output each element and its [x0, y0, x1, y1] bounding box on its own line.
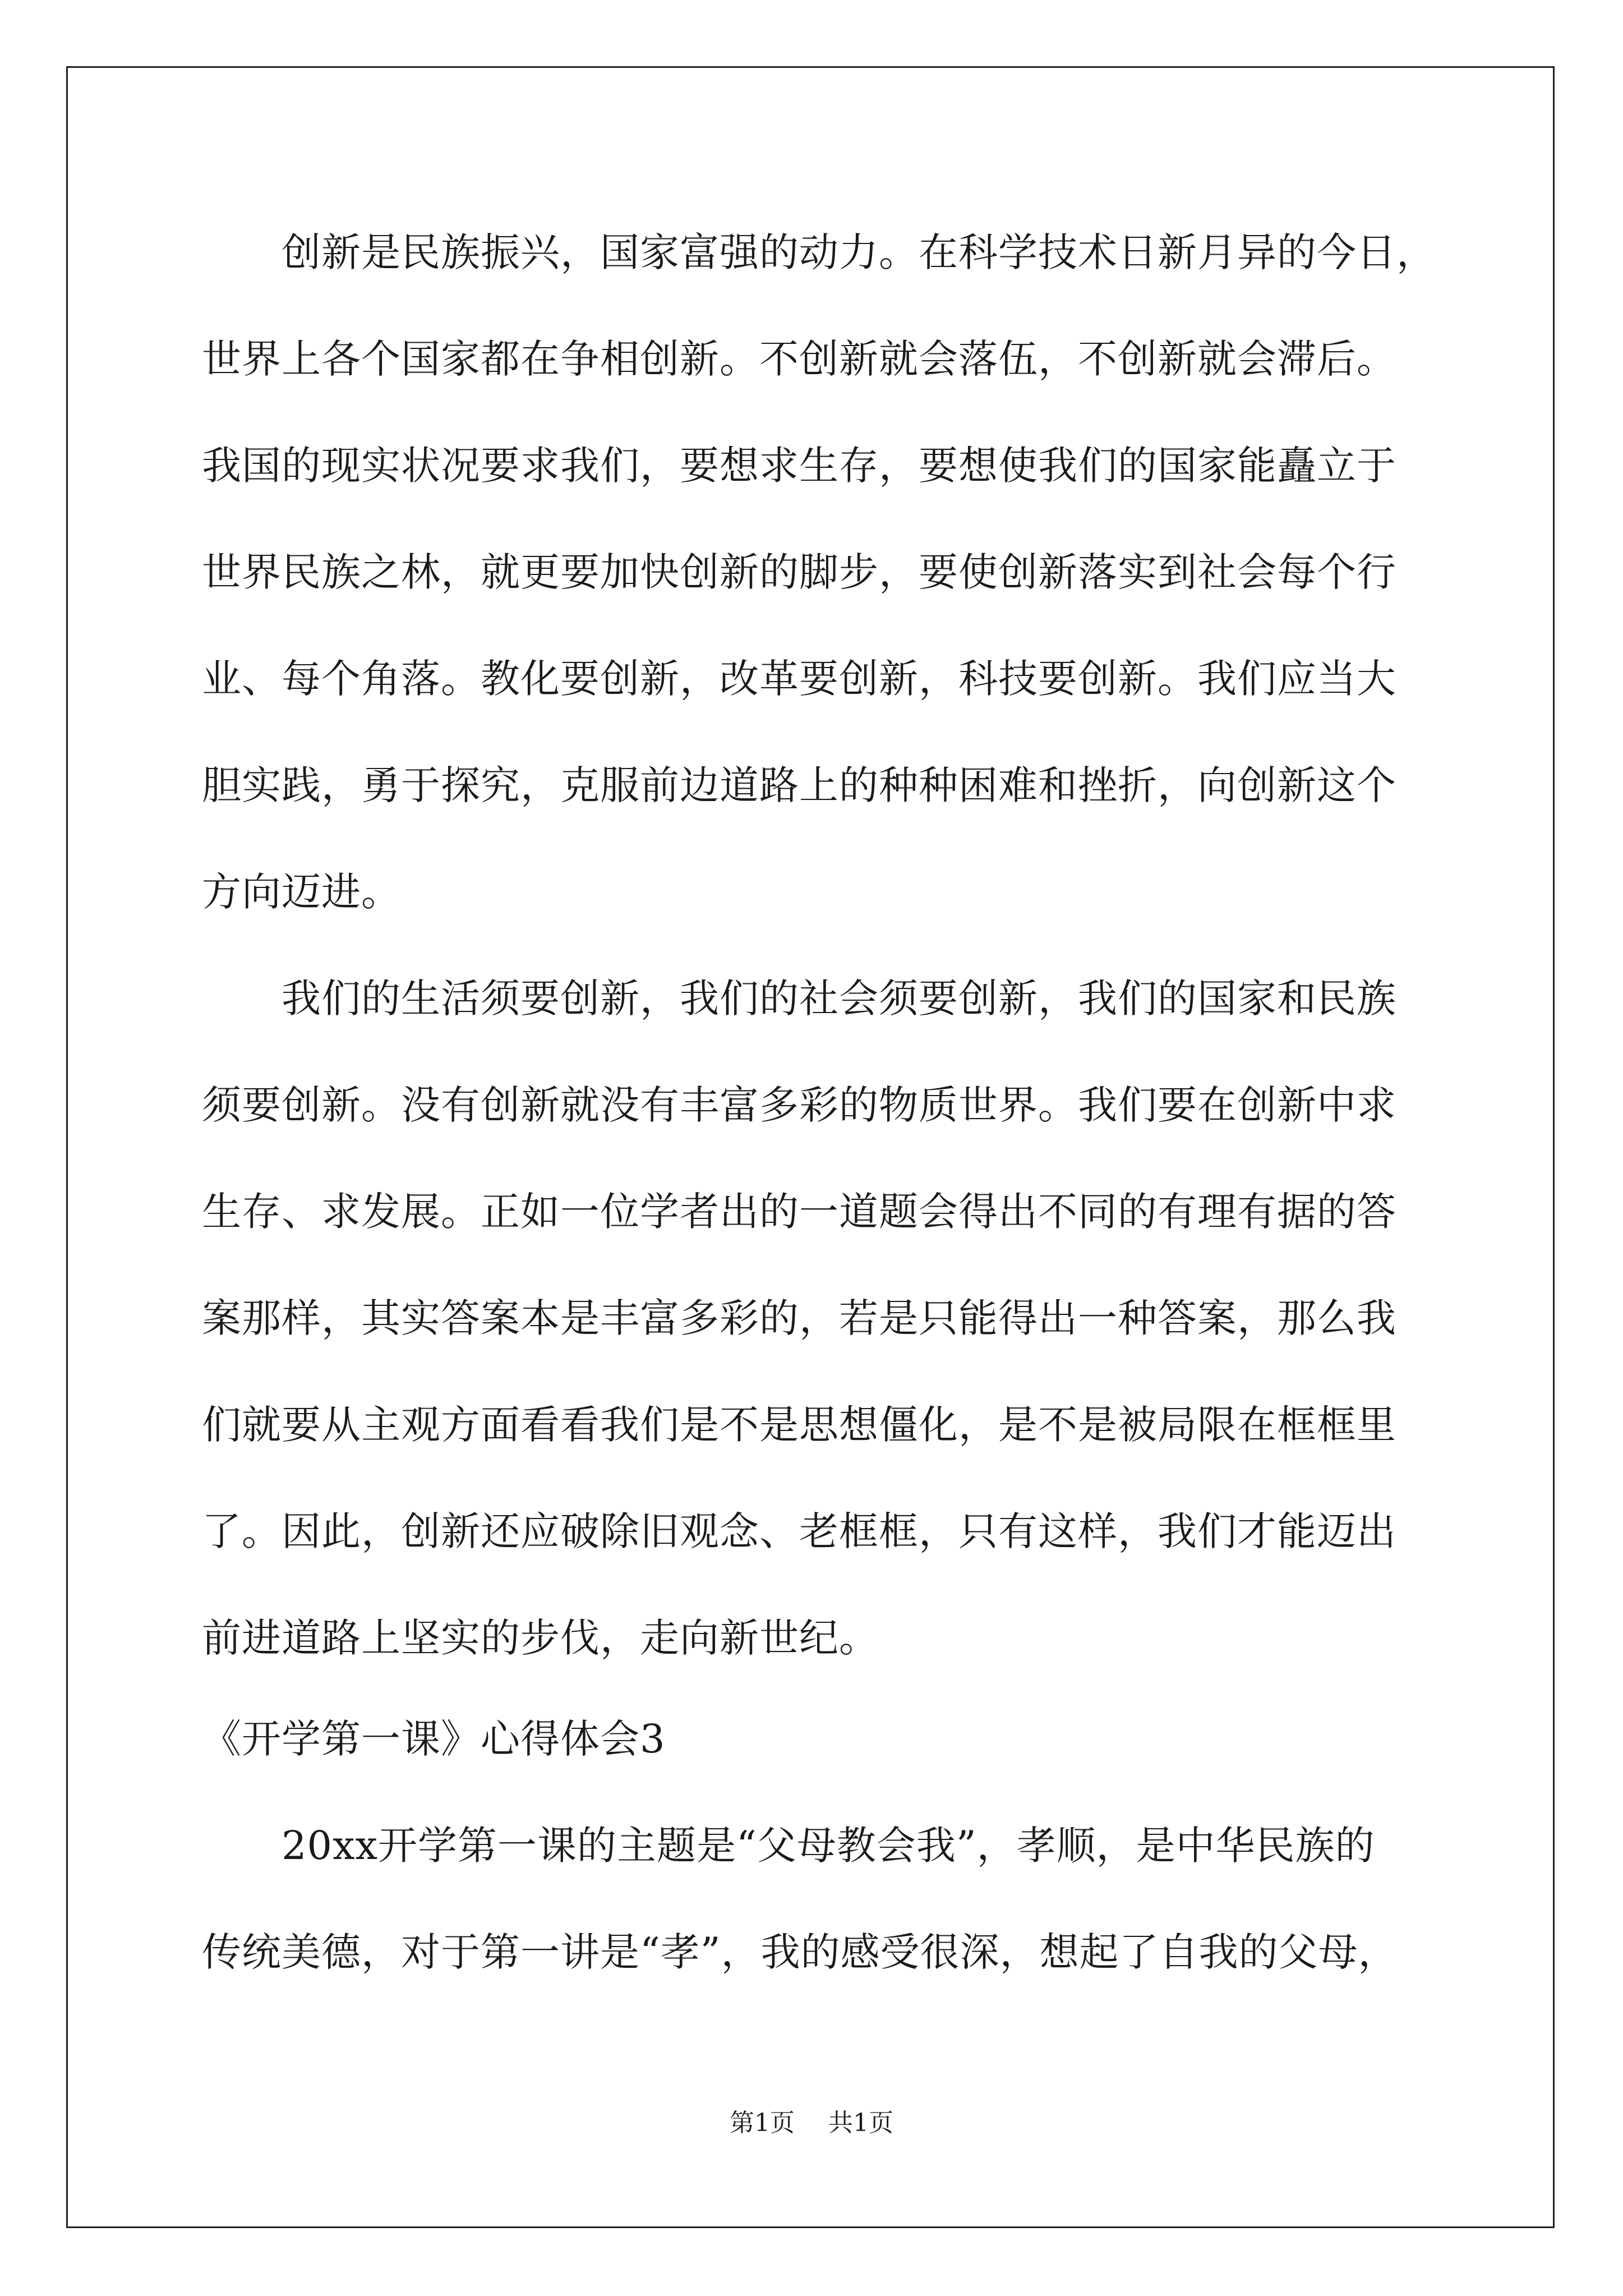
text-line: 世界民族之林，就更要加快创新的脚步，要使创新落实到社会每个行 — [202, 549, 1396, 595]
page-footer — [0, 2102, 1623, 2138]
page-border — [66, 66, 1555, 2228]
page-number: 第1页 — [730, 2109, 795, 2137]
text-line: 世界上各个国家都在争相创新。不创新就会落伍，不创新就会滞后。 — [202, 336, 1396, 382]
text-line: 了。因此，创新还应破除旧观念、老框框，只有这样，我们才能迈出 — [202, 1508, 1396, 1554]
text-line: 案那样，其实答案本是丰富多彩的，若是只能得出一种答案，那么我 — [202, 1295, 1396, 1341]
text-line: 前进道路上坚实的步伐，走向新世纪。 — [202, 1615, 879, 1661]
text-line: 我们的生活须要创新，我们的社会须要创新，我们的国家和民族 — [202, 976, 1396, 1022]
text-line: 们就要从主观方面看看我们是不是思想僵化，是不是被局限在框框里 — [202, 1402, 1396, 1448]
text-line: 我国的现实状况要求我们，要想求生存，要想使我们的国家能矗立于 — [202, 443, 1396, 489]
text-line: 方向迈进。 — [202, 869, 401, 915]
text-line: 传统美德，对于第一讲是“孝”，我的感受很深，想起了自我的父母， — [202, 1929, 1398, 1975]
text-line: 20xx开学第一课的主题是“父母教会我”，孝顺，是中华民族的 — [202, 1823, 1375, 1869]
text-line: 须要创新。没有创新就没有丰富多彩的物质世界。我们要在创新中求 — [202, 1082, 1396, 1128]
page-total: 共1页 — [828, 2109, 893, 2137]
text-line: 创新是民族振兴，国家富强的动力。在科学技术日新月异的今日， — [202, 229, 1436, 275]
text-line: 胆实践，勇于探究，克服前边道路上的种种困难和挫折，向创新这个 — [202, 762, 1396, 808]
text-line: 业、每个角落。教化要创新，改革要创新，科技要创新。我们应当大 — [202, 656, 1396, 702]
text-line: 生存、求发展。正如一位学者出的一道题会得出不同的有理有据的答 — [202, 1189, 1396, 1235]
section-heading: 《开学第一课》心得体会3 — [202, 1716, 666, 1762]
